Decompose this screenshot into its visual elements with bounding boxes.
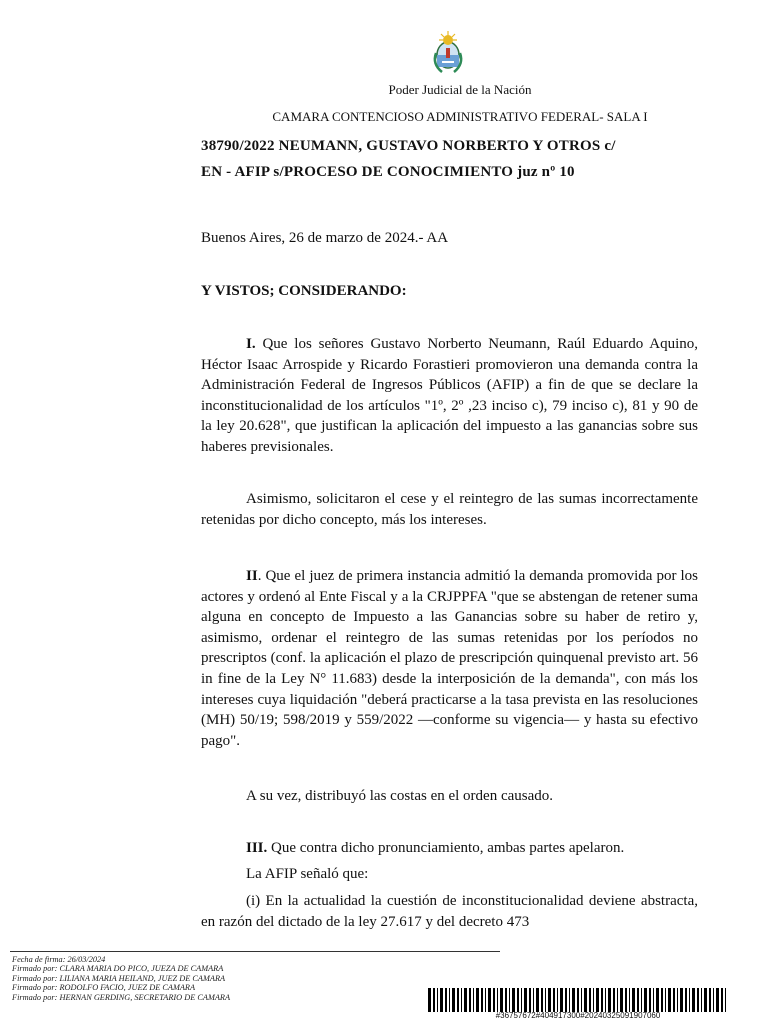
case-title-line-1: 38790/2022 NEUMANN, GUSTAVO NORBERTO Y OTROS c/ [201,138,616,154]
barcode-bar [716,988,719,1012]
barcode-bar [656,988,659,1012]
barcode-bar [709,988,711,1012]
barcode-bar [697,988,699,1012]
court-heading: CAMARA CONTENCIOSO ADMINISTRATIVO FEDERAL- SALA I [272,109,648,124]
section-3-paragraph-2: La AFIP señaló que: [246,866,369,882]
section-2-paragraph [201,566,698,751]
barcode-bar [596,988,599,1012]
section-3-paragraph [201,838,698,859]
barcode-bar [632,988,635,1012]
barcode-bar [536,988,539,1012]
barcode-bar [637,988,639,1012]
barcode-bar [673,988,675,1012]
national-seal-icon [428,28,468,76]
barcode-bar [452,988,455,1012]
barcode-bar [689,988,690,1012]
section-1-text: Que los señores Gustavo Norberto Neumann, Raúl Eduardo Aquino, Héctor Isaac Arrospide y Ricardo Forastieri promovieron una demanda contra la Administración Federal de Ingresos Públicos (AFIP) a fin de que se declare la inconstitucionalidad de los artículos "1º, 2º ,23 inciso c), 79 inciso c), 81 y 90 de la ley 20.628", que justifican la aplicación del impuesto a las ganancias sobre sus haberes previsionales. [201,336,698,455]
barcode-bar [553,988,555,1012]
vistos-heading: Y VISTOS; CONSIDERANDO: [201,283,407,299]
barcode-bar [473,988,474,1012]
institution-heading: Poder Judicial de la Nación [388,82,532,97]
barcode-bar [685,988,687,1012]
barcode-bar [476,988,479,1012]
barcode-bar [445,988,447,1012]
barcode-bar [437,988,438,1012]
section-1-paragraph [201,334,698,458]
signature-date: Fecha de firma: 26/03/2024 [12,955,106,964]
barcode-bar [545,988,546,1012]
barcode-bar [620,988,623,1012]
barcode-bar [485,988,486,1012]
signature-line: Firmado por: CLARA MARIA DO PICO, JUEZA DE CAMARA [12,964,224,974]
date-line: Buenos Aires, 26 de marzo de 2024.- AA [201,230,449,246]
barcode-bar [428,988,431,1012]
barcode-bar [680,988,683,1012]
barcode-bar [629,988,630,1012]
section-3-paragraph-3: (i) En la actualidad la cuestión de inconstitucionalidad deviene abstracta, en razón del dictado de la ley 27.617 y del decreto 473 [201,893,698,930]
signature-block [12,955,230,1002]
barcode-number: #36757672#404917300#20240325091907060 [495,1011,661,1020]
signature-line: Firmado por: HERNAN GERDING, SECRETARIO DE CAMARA [12,992,231,1002]
signature-line: Firmado por: RODOLFO FACIO, JUEZ DE CAMARA [12,983,196,993]
barcode-bar [653,988,654,1012]
barcode-bar [565,988,567,1012]
section-2-paragraph-2: A su vez, distribuyó las costas en el orden causado. [246,788,554,804]
barcode-bar [493,988,495,1012]
barcode-bar [584,988,587,1012]
barcode-bar [668,988,671,1012]
barcode-bar [677,988,678,1012]
barcode-bar [569,988,570,1012]
section-3-text: Que contra dicho pronunciamiento, ambas partes apelaron. [267,840,625,856]
document-barcode [428,988,728,1012]
section-3-number: III. [246,840,268,856]
barcode-bar [644,988,647,1012]
barcode-bar [509,988,510,1012]
barcode-bar [701,988,702,1012]
barcode-bar [581,988,582,1012]
barcode-bar [641,988,642,1012]
barcode-bar [608,988,611,1012]
case-title-line-2: EN - AFIP s/PROCESO DE CONOCIMIENTO juz nº 10 [201,164,575,180]
barcode-bar [457,988,459,1012]
barcode-bar [661,988,663,1012]
barcode-bar [497,988,498,1012]
footer-divider [10,951,500,952]
barcode-bar [560,988,563,1012]
barcode-bar [692,988,695,1012]
barcode-bar [461,988,462,1012]
barcode-bar [617,988,618,1012]
barcode-bar [449,988,450,1012]
barcode-bar [500,988,503,1012]
barcode-bar [713,988,714,1012]
barcode-bar [721,988,723,1012]
barcode-bar [524,988,527,1012]
barcode-bar [572,988,575,1012]
barcode-bar [577,988,579,1012]
barcode-bar [541,988,543,1012]
barcode-bar [469,988,471,1012]
barcode-bar [704,988,707,1012]
section-1-number: I. [246,336,256,352]
signature-line: Firmado por: LILIANA MARIA HEILAND, JUEZ DE CAMARA [12,973,226,983]
section-2-text: . Que el juez de primera instancia admitió la demanda promovida por los actores y ordenó al Ente Fiscal y a la CRJPPFA "que se abstengan de retener suma alguna en concepto de Impuesto a las Ganancias sobre su haber de retiro y, asimismo, ordenar el reintegro de las sumas retenidas por los períodos no prescriptos (conf. la aplicación el plazo de prescripción quinquenal previsto art. 56 in fine de la Ley N° 11.683) desde la interposición de la demanda", con más los intereses cuya liquidación "deberá practicarse a la tasa prevista en las resoluciones (MH) 50/19; 598/2019 y 559/2022 —conforme su vigencia— y hasta su efectivo pago". [201,568,698,749]
barcode-bar [613,988,615,1012]
barcode-bar [557,988,558,1012]
barcode-bar [521,988,522,1012]
barcode-bar [440,988,443,1012]
barcode-bar [605,988,606,1012]
barcode-bar [481,988,483,1012]
barcode-bar [725,988,726,1012]
barcode-bar [649,988,651,1012]
barcode-bar [601,988,603,1012]
barcode-bar [533,988,534,1012]
barcode-bar [665,988,666,1012]
barcode-bar [548,988,551,1012]
barcode-bar [625,988,627,1012]
barcode-bar [433,988,435,1012]
barcode-bar [593,988,594,1012]
barcode-bar [589,988,591,1012]
barcode-bar [505,988,507,1012]
barcode-bar [464,988,467,1012]
barcode-bar [512,988,515,1012]
section-1-paragraph-2: Asimismo, solicitaron el cese y el reintegro de las sumas incorrectamente retenidas por dicho concepto, más los intereses. [201,491,698,528]
barcode-bar [488,988,491,1012]
section-2-number: II [246,568,258,584]
barcode-bar [529,988,531,1012]
barcode-bar [517,988,519,1012]
